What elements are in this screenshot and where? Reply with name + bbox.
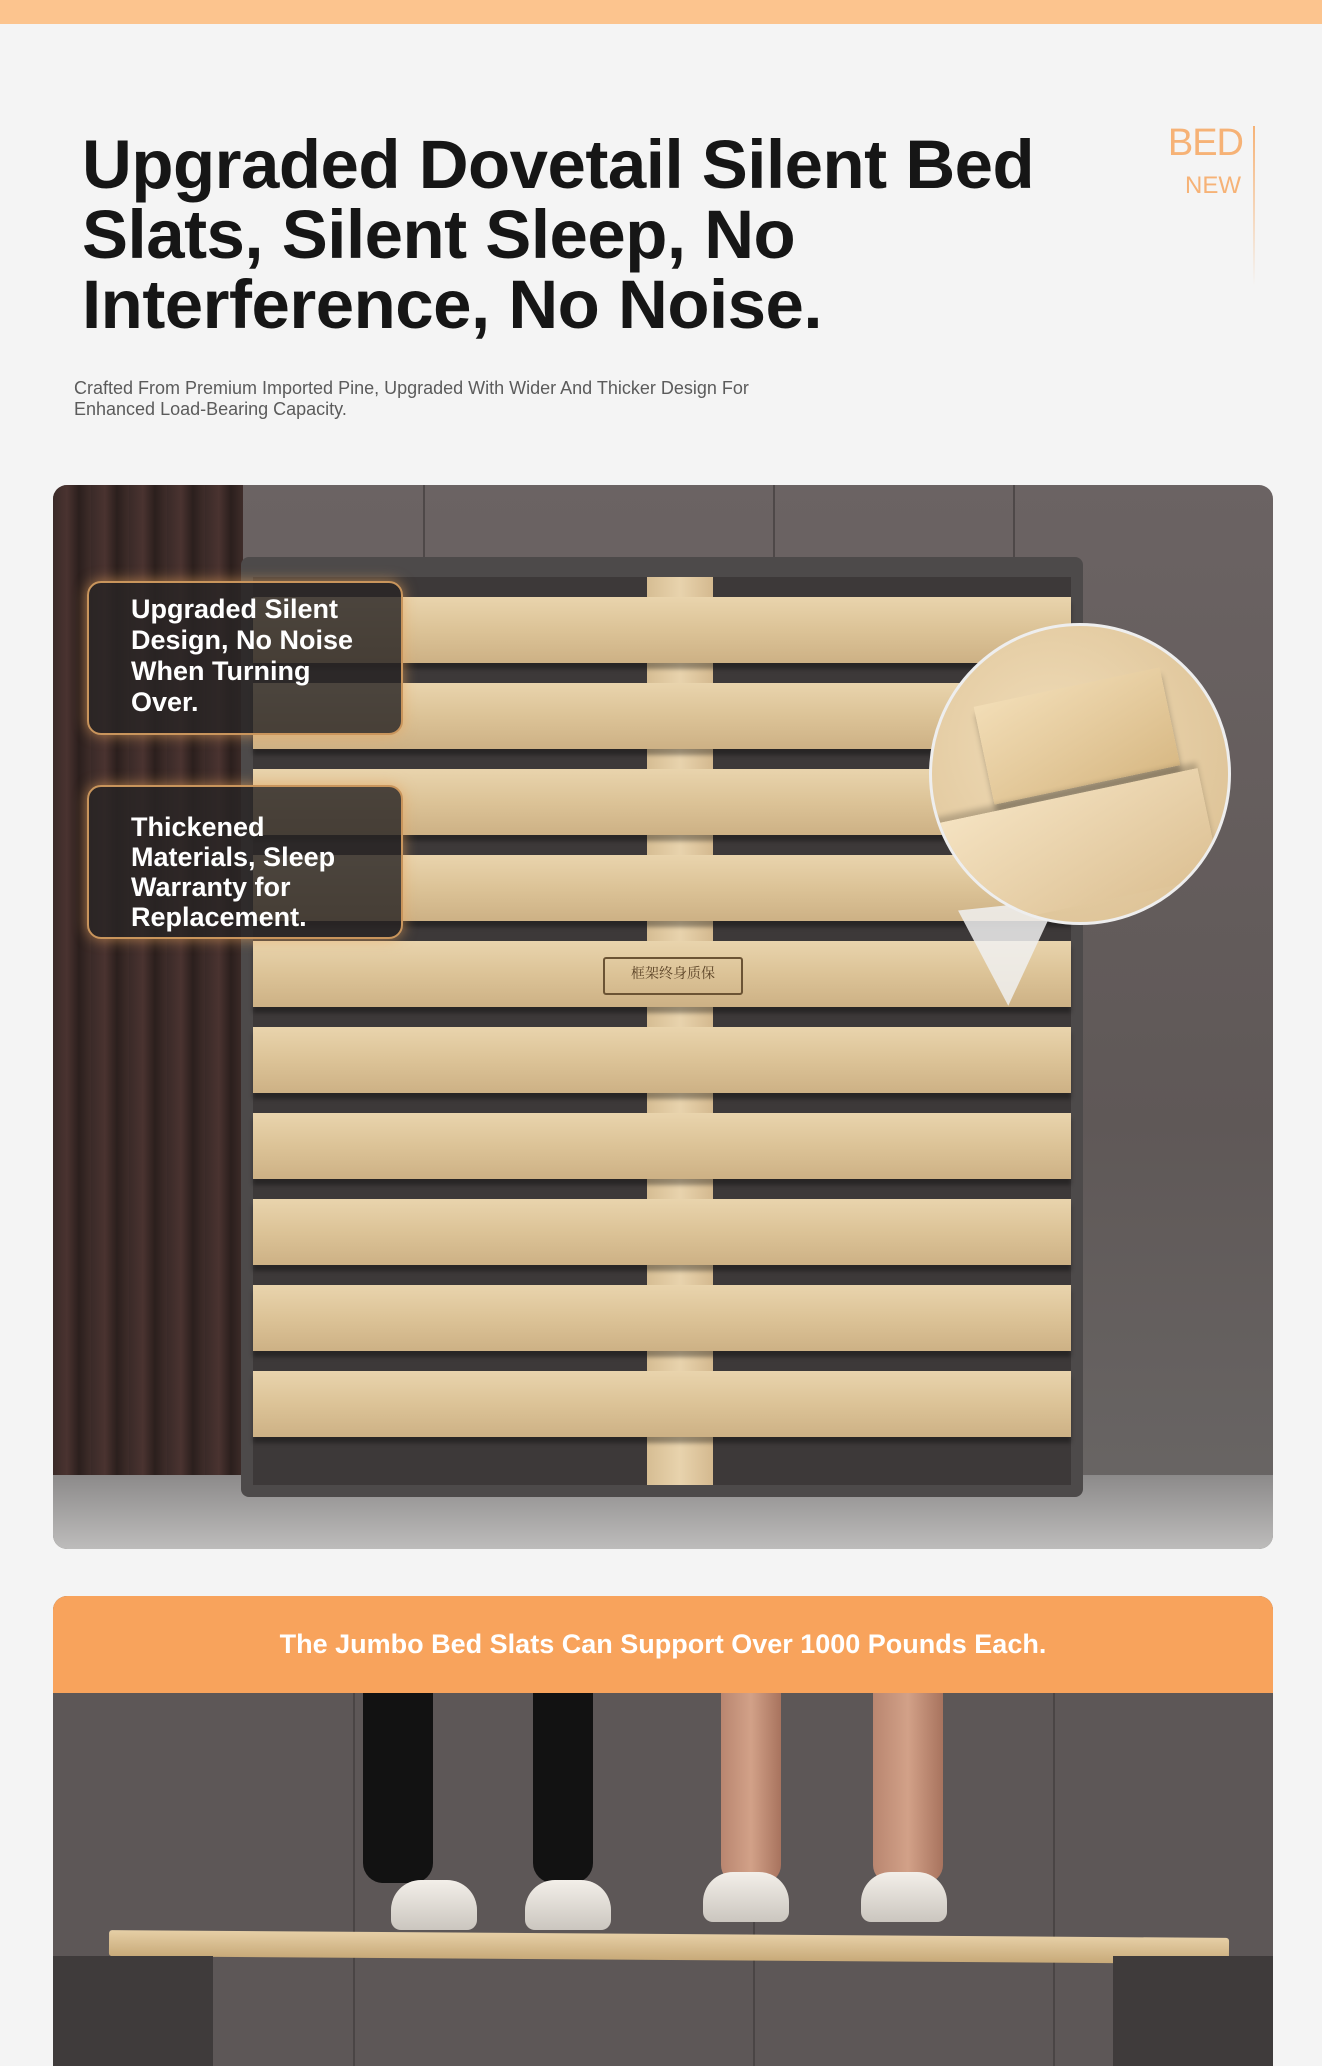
- bed-slat: [253, 1371, 1071, 1437]
- wall-panel-seam: [1053, 1693, 1055, 2066]
- bed-slat: [253, 1199, 1071, 1265]
- support-stand-right: [1113, 1956, 1273, 2066]
- sneaker: [525, 1880, 611, 1930]
- person-leg-right: [873, 1693, 943, 1883]
- page-subtitle: Crafted From Premium Imported Pine, Upgraded With Wider And Thicker Design For Enhanced Load-Bearing Capacity.: [74, 378, 749, 419]
- badge-big-text: BED: [1167, 122, 1243, 164]
- badge-divider: [1253, 126, 1255, 286]
- sneaker: [391, 1880, 477, 1930]
- bed-slat: [253, 1285, 1071, 1351]
- sneaker: [861, 1872, 947, 1922]
- sneaker: [703, 1872, 789, 1922]
- page-title: Upgraded Dovetail Silent Bed Slats, Silent Sleep, No Interference, No Noise.: [82, 126, 1035, 343]
- callout-text: Thickened Materials, Sleep Warranty for Replacement.: [131, 812, 336, 932]
- person-leg-left: [363, 1693, 433, 1883]
- dovetail-closeup-circle: [929, 623, 1231, 925]
- badge-small-text: NEW: [1185, 172, 1241, 199]
- bed-slat: [253, 1027, 1071, 1093]
- load-test-section: [53, 1596, 1273, 2066]
- bed-slat: [253, 1113, 1071, 1179]
- bed-slat-product-image: [53, 485, 1273, 1549]
- callout-text: Upgraded Silent Design, No Noise When Turning Over.: [131, 594, 354, 717]
- callout-silent-design: [87, 581, 403, 735]
- top-accent-bar: [0, 0, 1322, 24]
- person-leg-right: [721, 1693, 781, 1883]
- load-capacity-banner: The Jumbo Bed Slats Can Support Over 1000 Pounds Each.: [53, 1596, 1273, 1693]
- person-leg-left: [533, 1693, 593, 1883]
- callout-thickened-materials: [87, 785, 403, 939]
- warranty-stamp: 框架终身质保: [603, 957, 743, 995]
- new-bed-badge: [1160, 120, 1255, 290]
- closeup-slat-lower: [929, 768, 1220, 925]
- wall-panel-seam: [353, 1693, 355, 2066]
- support-stand-left: [53, 1956, 213, 2066]
- flexing-slat-board: [109, 1930, 1229, 1964]
